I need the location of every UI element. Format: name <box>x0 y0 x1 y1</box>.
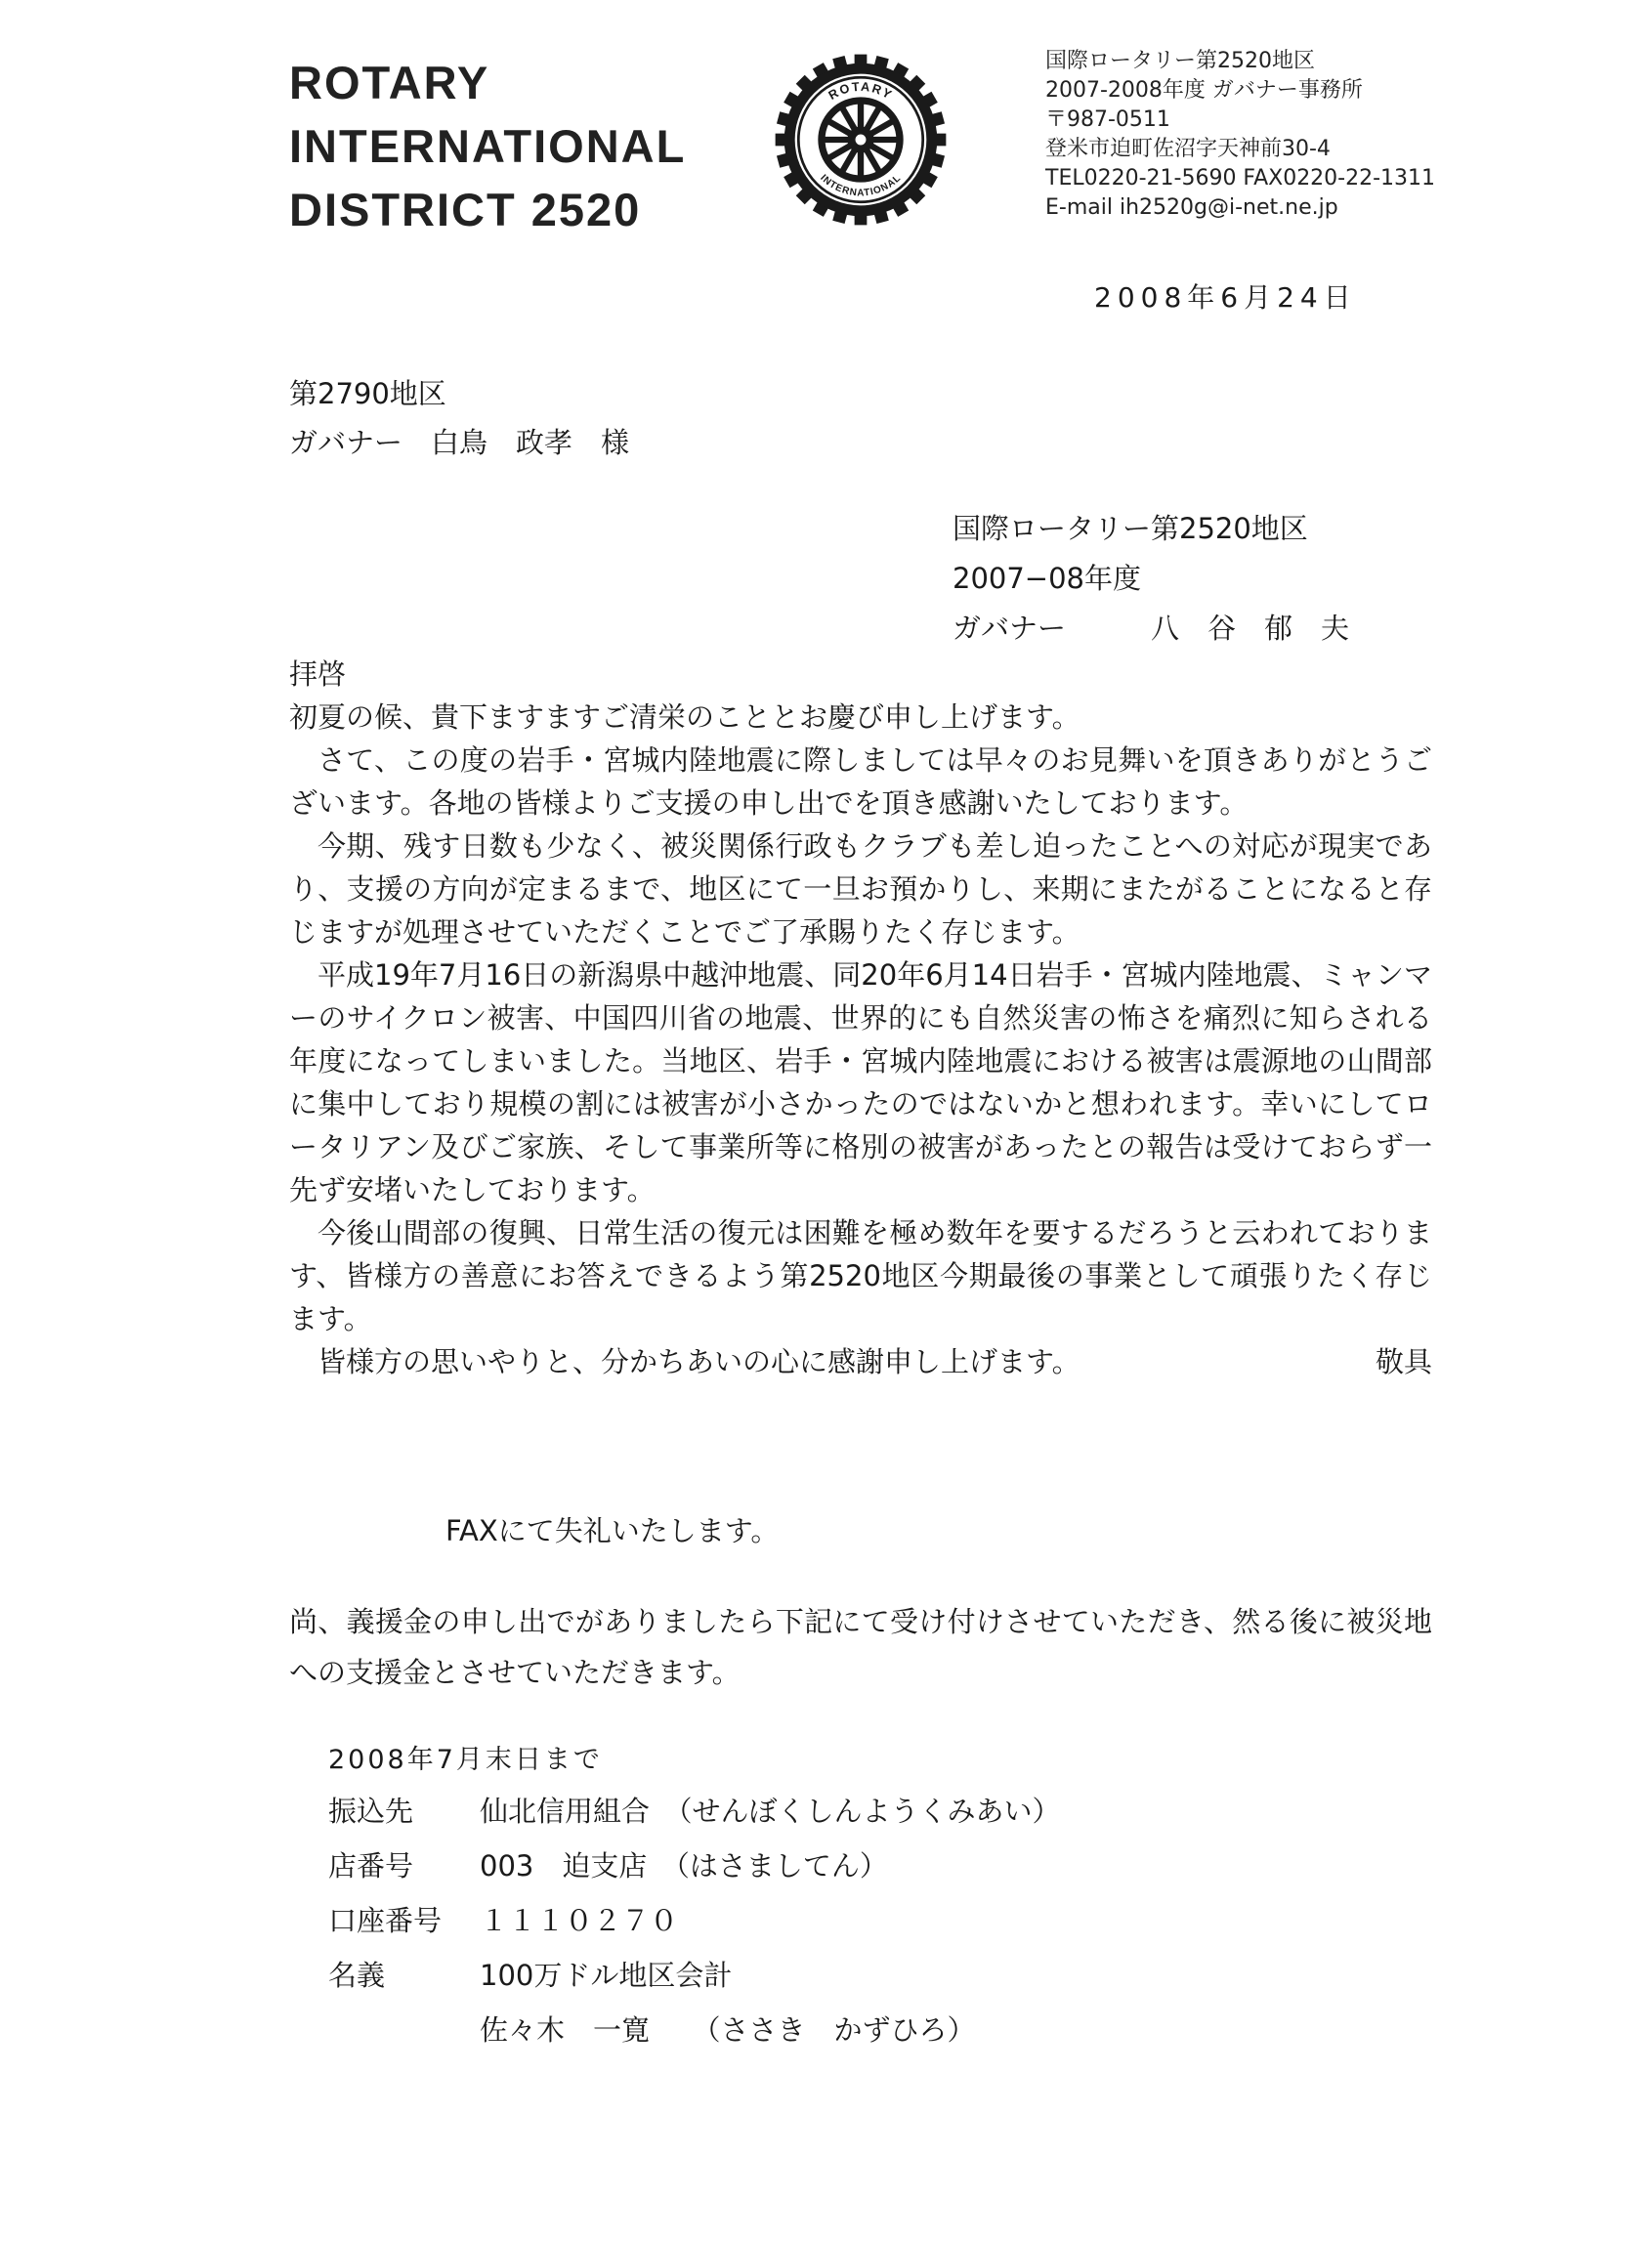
recipient-district: 第2790地区 <box>289 377 446 410</box>
office-line: 国際ロータリー第2520地区 <box>1045 49 1315 73</box>
rotary-brand-name <box>289 51 686 241</box>
brand-line: DISTRICT 2520 <box>289 184 642 235</box>
salutation: 拝啓 <box>289 657 347 691</box>
sender-block <box>953 504 1349 654</box>
closing-word: 敬具 <box>1375 1345 1432 1378</box>
office-line: 〒987-0511 <box>1045 107 1170 132</box>
bank-row <box>328 1948 1061 2003</box>
logo-top-text: ROTARY <box>826 78 896 104</box>
bank-row <box>328 2003 1061 2057</box>
sender-district: 国際ロータリー第2520地区 <box>953 512 1308 545</box>
letter-body <box>289 653 1432 1383</box>
donation-note: 尚、義援金の申し出でがありましたら下記にて受け付けさせていただき、然る後に被災地への支援金とさせていただきます。 <box>289 1605 1432 1689</box>
office-line: 2007-2008年度 ガバナー事務所 <box>1045 78 1363 103</box>
bank-row <box>328 1893 1061 1948</box>
bank-row-label: 口座番号 <box>328 1904 443 1937</box>
body-paragraph: 初夏の候、貴下ますますご清栄のこととお慶び申し上げます。 <box>289 700 1080 734</box>
bank-details <box>328 1784 1061 2057</box>
bank-row-label: 振込先 <box>328 1795 414 1828</box>
body-paragraph: 今期、残す日数も少なく、被災関係行政もクラブも差し迫ったことへの対応が現実であり、支援の方向が定まるまで、地区にて一旦お預かりし、来期にまたがることになると存じますが処理させていただくことでご了承賜りたく存じます。 <box>289 829 1432 949</box>
office-line: 登米市迫町佐沼字天神前30-4 <box>1045 137 1331 161</box>
bank-row-value: 003 迫支店 （はさましてん） <box>480 1849 888 1882</box>
letter-date: 2008年6月24日 <box>1094 281 1357 314</box>
body-paragraph: 平成19年7月16日の新潟県中越沖地震、同20年6月14日岩手・宮城内陸地震、ミャンマーのサイクロン被害、中国四川省の地震、世界的にも自然災害の怖さを痛烈に知らされる年度になってしまいました。当地区、岩手・宮城内陸地震における被害は震源地の山間部に集中しており規模の割には被害が小さかったのではないかと想われます。幸いにしてロータリアン及びご家族、そして事業所等に格別の被害があったとの報告は受けておらず一先ず安堵いたしております。 <box>289 958 1432 1206</box>
sender-name: ガバナー 八 谷 郁 夫 <box>953 612 1350 645</box>
closing-line: 皆様方の思いやりと、分かちあいの心に感謝申し上げます。 <box>318 1345 1080 1378</box>
bank-row-label: 店番号 <box>328 1849 414 1882</box>
bank-row-value: 100万ドル地区会計 <box>480 1959 733 1992</box>
bank-row-value: 佐々木 一寛 （ささき かずひろ） <box>480 2013 976 2047</box>
sender-term: 2007−08年度 <box>953 562 1142 595</box>
body-paragraph: 今後山間部の復興、日常生活の復元は困難を極め数年を要するだろうと云われております、皆様方の善意にお答えできるよう第2520地区今期最後の事業として頑張りたく存じます。 <box>289 1216 1432 1335</box>
brand-line: INTERNATIONAL <box>289 120 687 172</box>
office-line: TEL0220-21-5690 FAX0220-22-1311 <box>1045 166 1436 190</box>
body-paragraph: さて、この度の岩手・宮城内陸地震に際しましては早々のお見舞いを頂きありがとうございます。各地の皆様よりご支援の申し出でを頂き感謝いたしております。 <box>289 743 1432 820</box>
brand-line: ROTARY <box>289 57 490 108</box>
bank-row-value: 仙北信用組合 （せんぼくしんようくみあい） <box>480 1795 1061 1828</box>
fax-note: FAXにて失礼いたします。 <box>445 1514 780 1547</box>
closing-line-row <box>289 1340 1432 1383</box>
rotary-wheel-logo <box>772 51 950 229</box>
recipient-block <box>289 369 629 467</box>
bank-row <box>328 1784 1061 1839</box>
bank-row-label: 名義 <box>328 1959 386 1992</box>
bank-row <box>328 1839 1061 1893</box>
bank-row-value: １１１０２７０ <box>480 1904 679 1937</box>
recipient-name: ガバナー 白鳥 政孝 様 <box>289 426 630 459</box>
office-address-block <box>1045 47 1435 223</box>
deadline: 2008年7月末日まで <box>328 1745 603 1775</box>
office-line: E-mail ih2520g@i-net.ne.jp <box>1045 195 1338 220</box>
bank-row-label <box>328 2003 480 2057</box>
logo-bottom-text: INTERNATIONAL <box>818 172 904 199</box>
